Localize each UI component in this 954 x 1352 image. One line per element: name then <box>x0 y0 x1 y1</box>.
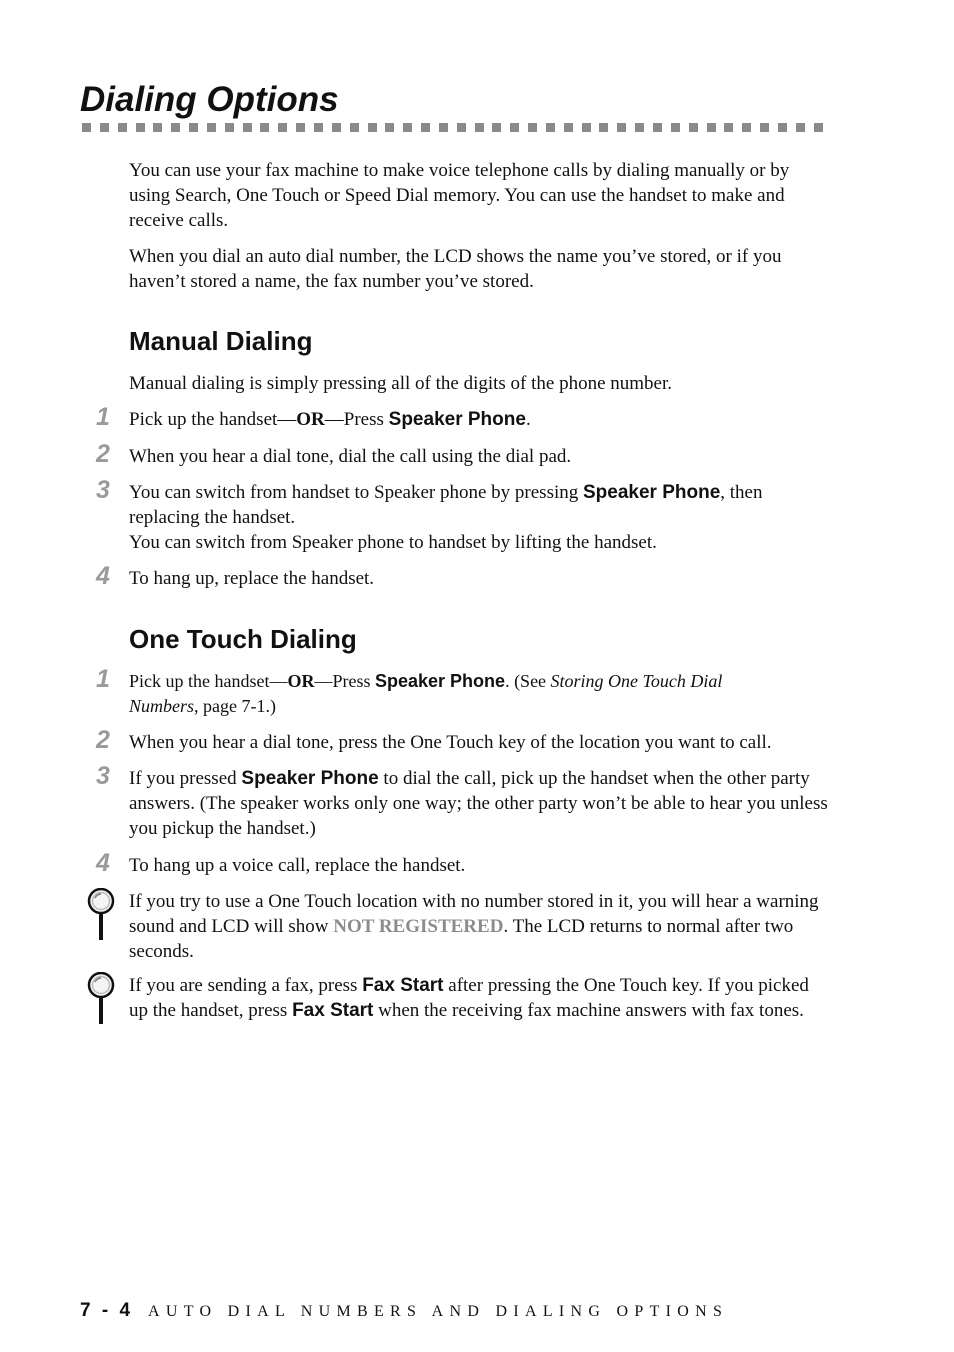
rule-dot <box>278 123 287 132</box>
manual-step-2-text: When you hear a dial tone, dial the call using the dial pad. <box>129 446 572 467</box>
page-number: 7 - 4 <box>80 1300 134 1321</box>
onetouch-step-4-number: 4 <box>96 849 110 877</box>
rule-dot <box>260 123 269 132</box>
rule-dot <box>296 123 305 132</box>
manual-step-3-text: You can switch from handset to Speaker phone by pressing Speaker Phone, then replacing the handset. You can switch from Speaker phone to handset by lifting the handset. <box>129 482 763 553</box>
rule-dot <box>742 123 751 132</box>
intro-paragraph-1: You can use your fax machine to make voice telephone calls by dialing manually or by using Search, One Touch or Speed Dial memory. You can use the handset to make and receive calls. <box>129 160 790 231</box>
note-1-text: If you try to use a One Touch location with no number stored in it, you will hear a warning sound and LCD will show NOT REGISTERED. The LCD returns to normal after two seconds. <box>129 891 819 962</box>
running-footer: AUTO DIAL NUMBERS AND DIALING OPTIONS <box>148 1303 729 1320</box>
rule-dot <box>368 123 377 132</box>
rule-dot <box>153 123 162 132</box>
cross-reference: Storing One Touch Dial Numbers <box>129 671 723 716</box>
manual-step-1-number: 1 <box>96 403 110 431</box>
onetouch-step-2-number: 2 <box>96 726 110 754</box>
speaker-phone-key-label: Speaker Phone <box>375 671 506 691</box>
rule-dot <box>439 123 448 132</box>
fax-start-key-label: Fax Start <box>292 1000 374 1021</box>
fax-start-key-label: Fax Start <box>362 975 444 996</box>
note-2-text: If you are sending a fax, press Fax Start after pressing the One Touch key. If you picked up the handset, press Fax Start when the receiving fax machine answers with fax tones. <box>129 975 809 1021</box>
rule-dot <box>599 123 608 132</box>
lcd-message: NOT REGISTERED <box>333 916 504 937</box>
rule-dot <box>243 123 252 132</box>
onetouch-step-1-number: 1 <box>96 665 110 693</box>
onetouch-step-4-text: To hang up a voice call, replace the handset. <box>129 855 466 876</box>
manual-step-4-number: 4 <box>96 562 110 590</box>
rule-dot <box>475 123 484 132</box>
rule-dot <box>796 123 805 132</box>
one-touch-dialing-heading: One Touch Dialing <box>129 624 357 654</box>
rule-dot <box>671 123 680 132</box>
rule-dot <box>171 123 180 132</box>
manual-step-1-text: Pick up the handset—OR—Press Speaker Phone. <box>129 409 531 430</box>
rule-dot <box>492 123 501 132</box>
rule-dot <box>778 123 787 132</box>
rule-dot <box>332 123 341 132</box>
rule-dot <box>814 123 823 132</box>
speaker-phone-key-label: Speaker Phone <box>388 409 526 430</box>
rule-dot <box>100 123 109 132</box>
rule-dot <box>564 123 573 132</box>
magnifier-note-icon <box>86 888 116 942</box>
title-dotted-rule <box>82 123 823 133</box>
manual-dialing-heading: Manual Dialing <box>129 326 313 356</box>
onetouch-step-3-number: 3 <box>96 762 110 790</box>
rule-dot <box>82 123 91 132</box>
manual-step-3-number: 3 <box>96 476 110 504</box>
rule-dot <box>118 123 127 132</box>
rule-dot <box>653 123 662 132</box>
rule-dot <box>457 123 466 132</box>
onetouch-step-2-text: When you hear a dial tone, press the One Touch key of the location you want to call. <box>129 732 772 753</box>
rule-dot <box>314 123 323 132</box>
onetouch-step-1-text: Pick up the handset—OR—Press Speaker Phone. (See Storing One Touch Dial Numbers, page 7-1.) <box>129 671 723 716</box>
rule-dot <box>689 123 698 132</box>
manual-step-4-text: To hang up, replace the handset. <box>129 568 375 589</box>
rule-dot <box>421 123 430 132</box>
manual-dialing-intro: Manual dialing is simply pressing all of the digits of the phone number. <box>129 373 673 394</box>
page-title: Dialing Options <box>80 80 339 119</box>
rule-dot <box>136 123 145 132</box>
rule-dot <box>546 123 555 132</box>
onetouch-step-3-text: If you pressed Speaker Phone to dial the call, pick up the handset when the other party answers. (The speaker works only one way; the other party won’t be able to hear you unless you pickup the handset.) <box>129 768 828 839</box>
rule-dot <box>724 123 733 132</box>
rule-dot <box>189 123 198 132</box>
rule-dot <box>582 123 591 132</box>
rule-dot <box>528 123 537 132</box>
rule-dot <box>385 123 394 132</box>
rule-dot <box>350 123 359 132</box>
rule-dot <box>207 123 216 132</box>
speaker-phone-key-label: Speaker Phone <box>241 768 379 789</box>
rule-dot <box>510 123 519 132</box>
speaker-phone-key-label: Speaker Phone <box>583 482 721 503</box>
rule-dot <box>760 123 769 132</box>
rule-dot <box>635 123 644 132</box>
rule-dot <box>403 123 412 132</box>
rule-dot <box>707 123 716 132</box>
rule-dot <box>617 123 626 132</box>
rule-dot <box>225 123 234 132</box>
manual-step-2-number: 2 <box>96 440 110 468</box>
intro-paragraph-2: When you dial an auto dial number, the LCD shows the name you’ve stored, or if you haven’t stored a name, the fax number you’ve stored. <box>129 246 782 292</box>
magnifier-note-icon <box>86 972 116 1026</box>
